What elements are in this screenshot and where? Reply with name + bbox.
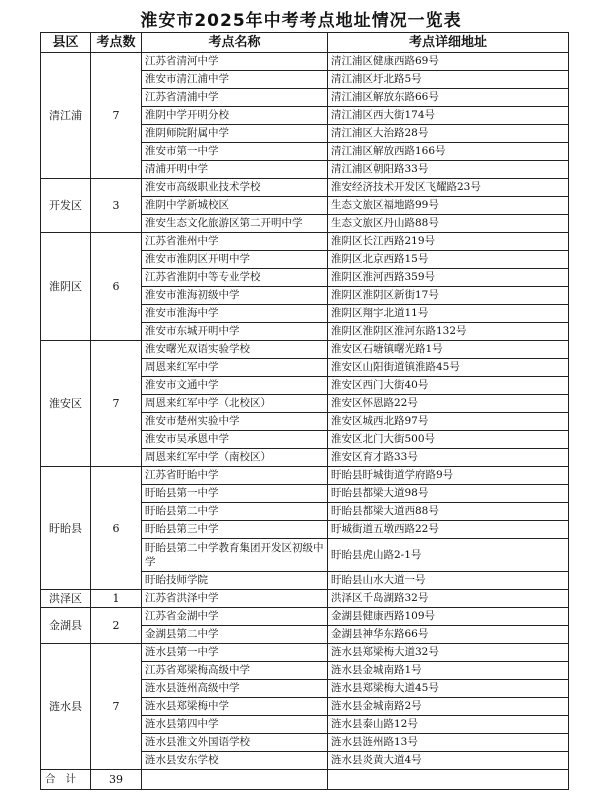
site-name-cell: 涟水县郑梁梅中学 <box>142 698 328 716</box>
site-count-cell: 7 <box>91 644 142 770</box>
header-district: 县区 <box>41 33 91 53</box>
site-address-cell: 淮安区城西北路97号 <box>328 413 569 431</box>
site-address-cell: 淮阴区淮阴区新街17号 <box>328 287 569 305</box>
site-name-cell: 淮安市楚州实验中学 <box>142 413 328 431</box>
exam-site-table <box>40 32 569 790</box>
site-name-cell: 清浦开明中学 <box>142 161 328 179</box>
site-name-cell: 淮阴师院附属中学 <box>142 125 328 143</box>
table-row <box>41 233 569 251</box>
site-name-cell: 江苏省盱眙中学 <box>142 467 328 485</box>
table-row <box>41 590 569 608</box>
table-body <box>41 53 569 770</box>
site-name-cell: 江苏省清河中学 <box>142 53 328 71</box>
site-count-cell: 6 <box>91 233 142 341</box>
header-name: 考点名称 <box>142 33 328 53</box>
site-address-cell: 清江浦区健康西路69号 <box>328 53 569 71</box>
district-cell: 开发区 <box>41 179 91 233</box>
site-address-cell: 淮安经济技术开发区飞耀路23号 <box>328 179 569 197</box>
site-count-cell: 6 <box>91 467 142 590</box>
header-address: 考点详细地址 <box>328 33 569 53</box>
site-address-cell: 清江浦区解放西路166号 <box>328 143 569 161</box>
total-empty-name <box>142 770 328 790</box>
site-name-cell: 涟水县安东学校 <box>142 752 328 770</box>
site-name-cell: 周恩来红军中学（北校区） <box>142 395 328 413</box>
site-name-cell: 盱眙技师学院 <box>142 572 328 590</box>
site-name-cell: 淮安市清江浦中学 <box>142 71 328 89</box>
site-name-cell: 盱眙县第二中学教育集团开发区初级中学 <box>142 539 328 572</box>
site-name-cell: 盱眙县第三中学 <box>142 521 328 539</box>
district-cell: 涟水县 <box>41 644 91 770</box>
site-count-cell: 2 <box>91 608 142 644</box>
site-address-cell: 金湖县健康西路109号 <box>328 608 569 626</box>
site-address-cell: 盱眙县虎山路2-1号 <box>328 539 569 572</box>
total-empty-address <box>328 770 569 790</box>
site-address-cell: 洪泽区千岛湖路32号 <box>328 590 569 608</box>
site-name-cell: 江苏省淮州中学 <box>142 233 328 251</box>
site-count-cell: 7 <box>91 53 142 179</box>
table-row <box>41 341 569 359</box>
site-name-cell: 周恩来红军中学（南校区） <box>142 449 328 467</box>
district-cell: 金湖县 <box>41 608 91 644</box>
site-address-cell: 淮阴区淮阴区淮河东路132号 <box>328 323 569 341</box>
site-address-cell: 盱城街道五墩西路22号 <box>328 521 569 539</box>
site-count-cell: 1 <box>91 590 142 608</box>
district-cell: 盱眙县 <box>41 467 91 590</box>
site-name-cell: 江苏省洪泽中学 <box>142 590 328 608</box>
table-row <box>41 644 569 662</box>
site-address-cell: 盱眙县山水大道一号 <box>328 572 569 590</box>
site-name-cell: 淮安市淮海中学 <box>142 305 328 323</box>
district-cell: 洪泽区 <box>41 590 91 608</box>
site-address-cell: 盱眙县盱城街道学府路9号 <box>328 467 569 485</box>
header-row <box>41 33 569 53</box>
site-name-cell: 江苏省淮阴中等专业学校 <box>142 269 328 287</box>
total-row <box>41 770 569 790</box>
site-name-cell: 涟水县涟州高级中学 <box>142 680 328 698</box>
site-address-cell: 清江浦区大治路28号 <box>328 125 569 143</box>
header-count: 考点数 <box>91 33 142 53</box>
site-address-cell: 清江浦区解放东路66号 <box>328 89 569 107</box>
site-address-cell: 涟水县炎黄大道4号 <box>328 752 569 770</box>
site-address-cell: 生态文旅区丹山路88号 <box>328 215 569 233</box>
table-row <box>41 179 569 197</box>
table-row <box>41 53 569 71</box>
table-row <box>41 467 569 485</box>
site-address-cell: 涟水县郑梁梅大道32号 <box>328 644 569 662</box>
site-name-cell: 涟水县第一中学 <box>142 644 328 662</box>
site-name-cell: 淮阴中学开明分校 <box>142 107 328 125</box>
page-title: 淮安市2025年中考考点地址情况一览表 <box>140 11 462 31</box>
site-name-cell: 淮安市淮海初级中学 <box>142 287 328 305</box>
site-name-cell: 淮安市淮阴区开明中学 <box>142 251 328 269</box>
site-address-cell: 淮安区怀恩路22号 <box>328 395 569 413</box>
district-cell: 清江浦 <box>41 53 91 179</box>
site-name-cell: 江苏省金湖中学 <box>142 608 328 626</box>
site-address-cell: 涟水县金城南路1号 <box>328 662 569 680</box>
site-count-cell: 3 <box>91 179 142 233</box>
site-name-cell: 江苏省清浦中学 <box>142 89 328 107</box>
site-address-cell: 淮安区山阳街道镇淮路45号 <box>328 359 569 377</box>
district-cell: 淮安区 <box>41 341 91 467</box>
site-address-cell: 淮安区西门大街40号 <box>328 377 569 395</box>
site-name-cell: 淮安曙光双语实验学校 <box>142 341 328 359</box>
site-address-cell: 淮安区石塘镇曙光路1号 <box>328 341 569 359</box>
site-address-cell: 涟水县涟州路13号 <box>328 734 569 752</box>
site-address-cell: 涟水县郑梁梅大道45号 <box>328 680 569 698</box>
total-label: 合计 <box>41 770 91 790</box>
site-name-cell: 盱眙县第一中学 <box>142 485 328 503</box>
site-name-cell: 淮安市第一中学 <box>142 143 328 161</box>
site-name-cell: 金湖县第二中学 <box>142 626 328 644</box>
site-address-cell: 淮安区育才路33号 <box>328 449 569 467</box>
table-row <box>41 608 569 626</box>
site-address-cell: 金湖县神华东路66号 <box>328 626 569 644</box>
site-name-cell: 盱眙县第二中学 <box>142 503 328 521</box>
site-name-cell: 淮安生态文化旅游区第二开明中学 <box>142 215 328 233</box>
site-address-cell: 盱眙县都梁大道98号 <box>328 485 569 503</box>
site-address-cell: 生态文旅区福地路99号 <box>328 197 569 215</box>
site-name-cell: 周恩来红军中学 <box>142 359 328 377</box>
site-name-cell: 涟水县淮文外国语学校 <box>142 734 328 752</box>
site-name-cell: 淮安市东城开明中学 <box>142 323 328 341</box>
site-address-cell: 淮阴区长江西路219号 <box>328 233 569 251</box>
site-address-cell: 淮安区北门大街500号 <box>328 431 569 449</box>
site-address-cell: 涟水县泰山路12号 <box>328 716 569 734</box>
site-address-cell: 清江浦区朝阳路33号 <box>328 161 569 179</box>
site-address-cell: 淮阴区淮河西路359号 <box>328 269 569 287</box>
site-address-cell: 淮阴区翔宇北道11号 <box>328 305 569 323</box>
site-address-cell: 清江浦区西大街174号 <box>328 107 569 125</box>
site-name-cell: 淮安市文通中学 <box>142 377 328 395</box>
total-count: 39 <box>91 770 142 790</box>
site-name-cell: 江苏省郑梁梅高级中学 <box>142 662 328 680</box>
site-count-cell: 7 <box>91 341 142 467</box>
site-address-cell: 盱眙县都梁大道西88号 <box>328 503 569 521</box>
site-address-cell: 涟水县金城南路2号 <box>328 698 569 716</box>
district-cell: 淮阴区 <box>41 233 91 341</box>
site-name-cell: 涟水县第四中学 <box>142 716 328 734</box>
site-address-cell: 清江浦区圩北路5号 <box>328 71 569 89</box>
site-name-cell: 淮阴中学新城校区 <box>142 197 328 215</box>
site-name-cell: 淮安市吴承恩中学 <box>142 431 328 449</box>
site-address-cell: 淮阴区北京西路15号 <box>328 251 569 269</box>
site-name-cell: 淮安市高级职业技术学校 <box>142 179 328 197</box>
